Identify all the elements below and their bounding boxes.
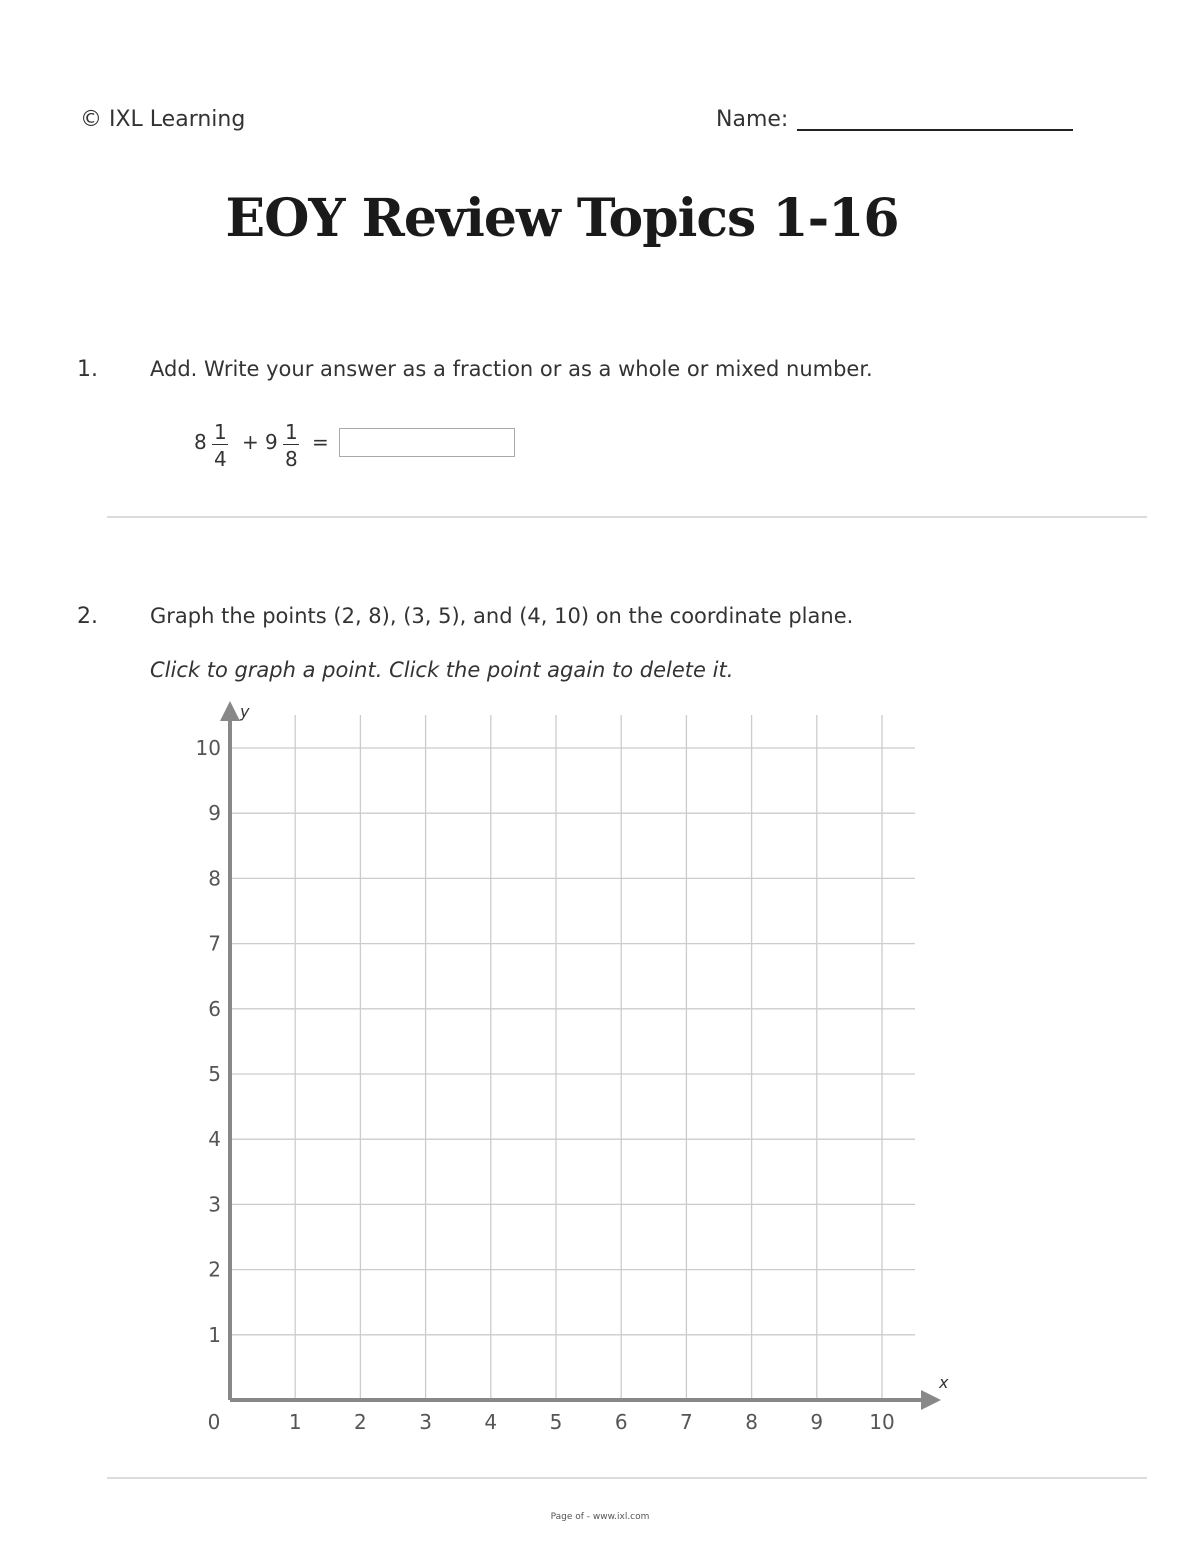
mixed-number-2-numerator: 1 [285,420,298,444]
y-tick-label: 7 [208,931,221,956]
x-tick-label: 1 [288,1410,302,1434]
question-2-hint: Click to graph a point. Click the point again to delete it. [150,658,734,682]
mixed-number-2-whole: 9 [265,430,278,454]
y-tick-label: 8 [208,866,221,891]
y-axis-arrow-icon [220,701,240,721]
page-footer: Page of - www.ixl.com [550,1512,650,1522]
mixed-number-1-whole: 8 [194,430,207,454]
question-2-number: 2. [77,604,98,629]
plus-operator: + [242,430,259,454]
y-tick-label: 5 [208,1062,221,1086]
question-1-prompt: Add. Write your answer as a fraction or as a whole or mixed number. [150,357,873,381]
answer-input[interactable] [339,428,515,457]
y-tick-label: 9 [208,801,221,826]
y-tick-label: 1 [208,1322,221,1347]
x-tick-label: 0 [207,1410,221,1434]
page-title: EOY Review Topics 1-16 [225,188,899,249]
question-divider [107,1477,1147,1479]
x-tick-label: 10 [869,1410,895,1434]
y-tick-label: 6 [208,996,221,1021]
x-tick-label: 2 [354,1410,367,1434]
x-axis-arrow-icon [921,1390,941,1410]
y-axis-label: y [240,702,250,721]
x-tick-label: 4 [484,1410,498,1434]
name-field-line[interactable] [797,129,1073,131]
coordinate-plane[interactable] [190,702,949,1445]
copyright-text: © IXL Learning [80,107,246,132]
y-tick-label: 10 [195,736,221,760]
fraction-bar [212,444,228,445]
x-tick-label: 9 [810,1410,824,1434]
x-tick-label: 8 [745,1410,758,1434]
question-1-number: 1. [77,357,98,382]
y-tick-label: 4 [208,1127,221,1152]
mixed-number-1-numerator: 1 [214,420,227,444]
mixed-number-2-denominator: 8 [285,447,298,471]
x-tick-label: 3 [419,1410,432,1434]
x-tick-label: 5 [549,1410,563,1434]
x-tick-label: 7 [680,1410,693,1434]
question-2-prompt: Graph the points (2, 8), (3, 5), and (4, 10) on the coordinate plane. [150,604,854,628]
fraction-bar [283,444,299,445]
x-tick-label: 6 [614,1410,628,1434]
y-tick-label: 2 [208,1257,221,1282]
y-tick-label: 3 [208,1192,221,1217]
question-divider [107,516,1147,518]
equals-sign: = [312,430,329,454]
mixed-number-1-denominator: 4 [214,447,227,471]
name-label: Name: [716,107,789,132]
x-axis-label: x [939,1373,949,1392]
